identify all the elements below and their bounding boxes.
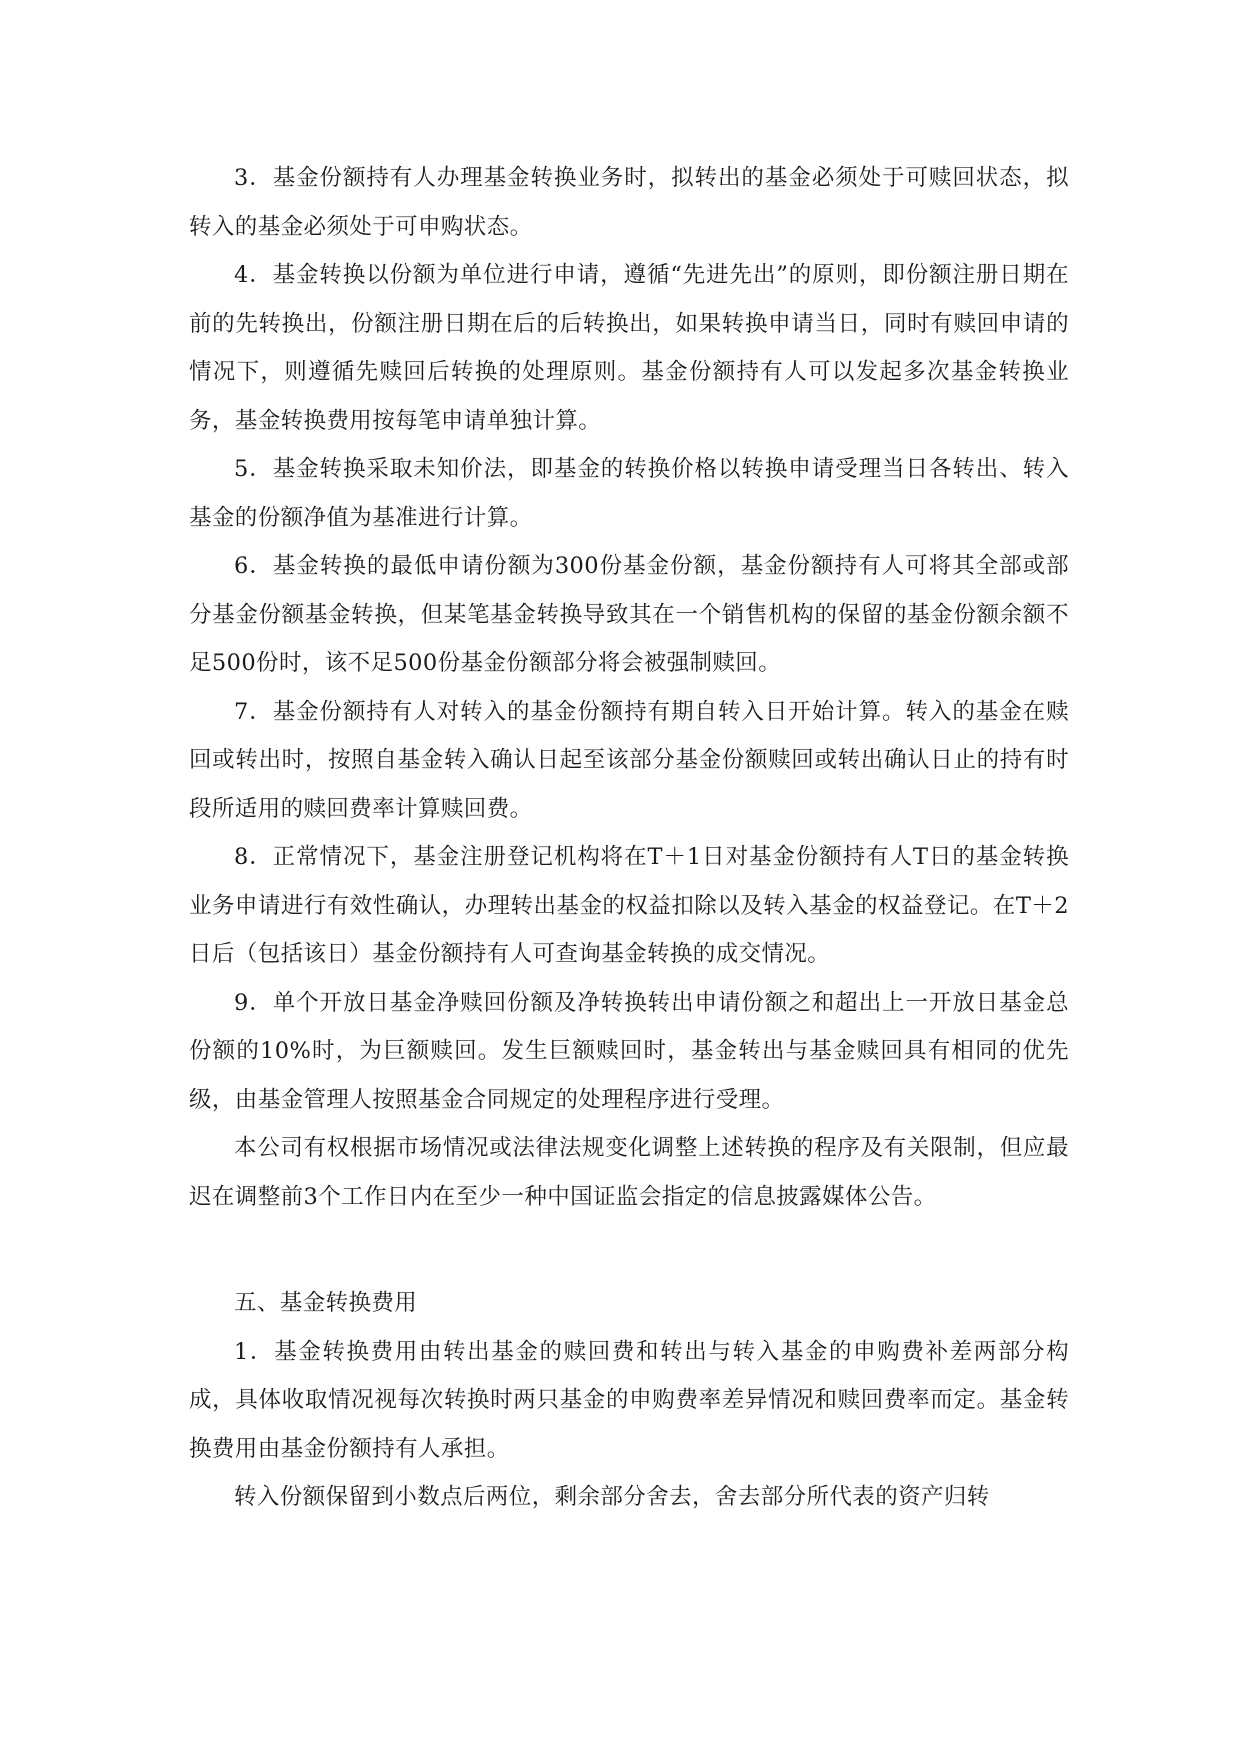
- paragraph-item-4: 4．基金转换以份额为单位进行申请，遵循“先进先出”的原则，即份额注册日期在前的先转换出，份额注册日期在后的后转换出，如果转换申请当日，同时有赎回申请的情况下，则遵循先赎回后转换的处理原则。基金份额持有人可以发起多次基金转换业务，基金转换费用按每笔申请单独计算。: [189, 262, 1069, 434]
- paragraph-item-5: 5．基金转换采取未知价法，即基金的转换价格以转换申请受理当日各转出、转入基金的份额净值为基准进行计算。: [189, 456, 1069, 531]
- document-body: [189, 154, 1069, 1522]
- paragraph-company-rights: 本公司有权根据市场情况或法律法规变化调整上述转换的程序及有关限制，但应最迟在调整前3个工作日内在至少一种中国证监会指定的信息披露媒体公告。: [189, 1135, 1069, 1210]
- paragraph-item-3: 3．基金份额持有人办理基金转换业务时，拟转出的基金必须处于可赎回状态，拟转入的基金必须处于可申购状态。: [189, 165, 1069, 240]
- section-heading: 五、基金转换费用: [234, 1290, 418, 1316]
- paragraph-item-8: 8．正常情况下，基金注册登记机构将在T＋1日对基金份额持有人T日的基金转换业务申请进行有效性确认，办理转出基金的权益扣除以及转入基金的权益登记。在T＋2日后（包括该日）基金份额持有人可查询基金转换的成交情况。: [189, 844, 1069, 967]
- section-spacer: [189, 1221, 1069, 1279]
- paragraph-item-7: 7．基金份额持有人对转入的基金份额持有期自转入日开始计算。转入的基金在赎回或转出时，按照自基金转入确认日起至该部分基金份额赎回或转出确认日止的持有时段所适用的赎回费率计算赎回费。: [189, 698, 1069, 822]
- paragraph-item-9: 9．单个开放日基金净赎回份额及净转换转出申请份额之和超出上一开放日基金总份额的10%时，为巨额赎回。发生巨额赎回时，基金转出与基金赎回具有相同的优先级，由基金管理人按照基金合同规定的处理程序进行受理。: [189, 989, 1069, 1113]
- paragraph-fee-rounding: 转入份额保留到小数点后两位，剩余部分舍去，舍去部分所代表的资产归转: [234, 1484, 990, 1510]
- paragraph-fee-item-1: 1．基金转换费用由转出基金的赎回费和转出与转入基金的申购费补差两部分构成，具体收取情况视每次转换时两只基金的申购费率差异情况和赎回费率而定。基金转换费用由基金份额持有人承担。: [189, 1338, 1069, 1462]
- paragraph-item-6: 6．基金转换的最低申请份额为300份基金份额，基金份额持有人可将其全部或部分基金份额基金转换，但某笔基金转换导致其在一个销售机构的保留的基金份额余额不足500份时，该不足500份基金份额部分将会被强制赎回。: [189, 553, 1069, 676]
